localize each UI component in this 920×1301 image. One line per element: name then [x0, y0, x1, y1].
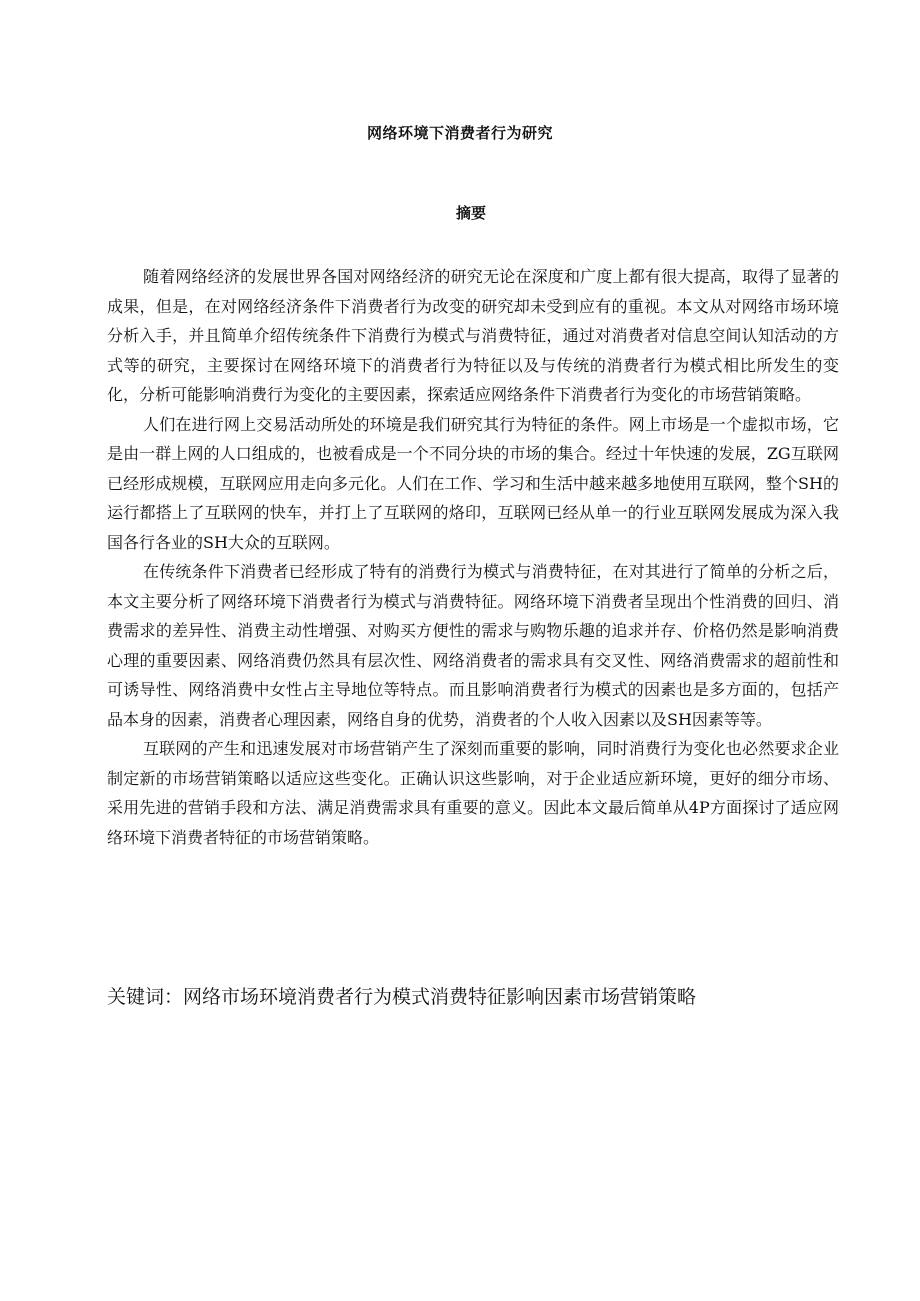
document-title: 网络环境下消费者行为研究: [366, 124, 553, 142]
abstract-paragraph: 随着网络经济的发展世界各国对网络经济的研究无论在深度和广度上都有很大提高，取得了显著的成果，但是，在对网络经济条件下消费者行为改变的研究却未受到应有的重视。本文从对网络市场环境分析入手，并且简单介绍传统条件下消费行为模式与消费特征，通过对消费者对信息空间认知活动的方式等的研究，主要探讨在网络环境下的消费者行为特征以及与传统的消费者行为模式相比所发生的变化，分析可能影响消费行为变化的主要因素，探索适应网络条件下消费者行为变化的市场营销策略。: [107, 267, 839, 404]
abstract-body: [107, 262, 839, 852]
abstract-paragraph: 互联网的产生和迅速发展对市场营销产生了深刻而重要的影响，同时消费行为变化也必然要求企业制定新的市场营销策略以适应这些变化。正确认识这些影响，对于企业适应新环境，更好的细分市场、采用先进的营销手段和方法、满足消费需求具有重要的意义。因此本文最后简单从4P方面探讨了适应网络环境下消费者特征的市场营销策略。: [107, 739, 839, 847]
abstract-heading: 摘要: [455, 204, 486, 222]
abstract-paragraph: 在传统条件下消费者已经形成了特有的消费行为模式与消费特征，在对其进行了简单的分析之后，本文主要分析了网络环境下消费者行为模式与消费特征。网络环境下消费者呈现出个性消费的回归、消费需求的差异性、消费主动性增强、对购买方便性的需求与购物乐趣的追求并存、价格仍然是影响消费心理的重要因素、网络消费仍然具有层次性、网络消费者的需求具有交叉性、网络消费需求的超前性和可诱导性、网络消费中女性占主导地位等特点。而且影响消费者行为模式的因素也是多方面的，包括产品本身的因素，消费者心理因素，网络自身的优势，消费者的个人收入因素以及SH因素等等。: [107, 562, 839, 729]
keywords-line: 关键词：网络市场环境消费者行为模式消费特征影响因素市场营销策略: [107, 986, 697, 1008]
abstract-paragraph: 人们在进行网上交易活动所处的环境是我们研究其行为特征的条件。网上市场是一个虚拟市场，它是由一群上网的人口组成的，也被看成是一个不同分块的市场的集合。经过十年快速的发展，ZG互联网已经形成规模，互联网应用走向多元化。人们在工作、学习和生活中越来越多地使用互联网，整个SH的运行都搭上了互联网的快车，并打上了互联网的烙印，互联网已经从单一的行业互联网发展成为深入我国各行各业的SH大众的互联网。: [107, 414, 839, 552]
